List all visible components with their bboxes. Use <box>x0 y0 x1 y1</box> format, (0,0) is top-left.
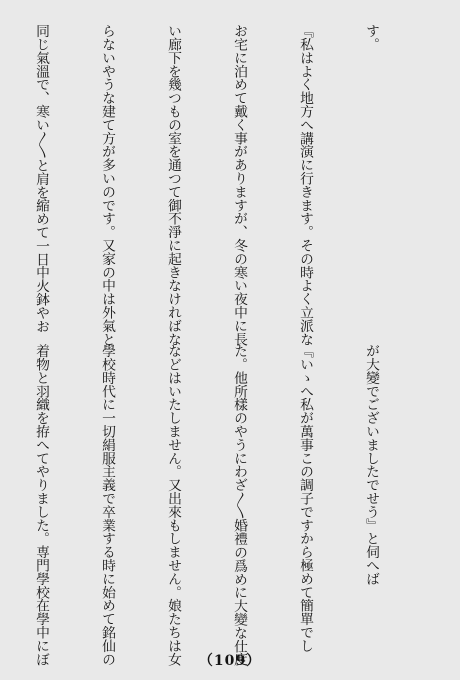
text-line: らないやうな建て方が多いのです。又家の中は外氣と <box>99 24 115 346</box>
text-line: お宅に泊めて戴く事がありますが、冬の寒い夜中に長 <box>231 24 247 346</box>
text-line: 同じ氣溫で、寒い〳〵と肩を縮めて一日中火鉢やお <box>33 24 49 333</box>
upper-text-block <box>0 24 426 359</box>
text-line: が大變でございましたでせう』と伺へば <box>363 344 379 586</box>
lower-text-block <box>0 344 426 680</box>
text-line: 學校時代に一切絹服主義で卒業する時に始めて銘仙の <box>99 344 115 666</box>
text-line: た。他所樣のやうにわざ〳〵婚禮の爲めに大變な仕度 <box>231 344 247 666</box>
page-number: （109） <box>198 653 262 669</box>
text-line: 着物と羽織を拵へてやりました。専門學校在學中にぼ <box>33 344 49 666</box>
text-line: などはいたしません。又出來もしません。娘たちは女 <box>165 344 181 666</box>
text-line: 『いゝへ私が萬事この調子ですから極めて簡單でし <box>297 344 313 653</box>
text-line: い廊下を幾つもの室を通つて御不淨に起きなければな <box>165 24 181 346</box>
text-line: 『私はよく地方へ講演に行きます。その時よく立派な <box>297 24 313 346</box>
text-line: す。 <box>363 24 379 51</box>
